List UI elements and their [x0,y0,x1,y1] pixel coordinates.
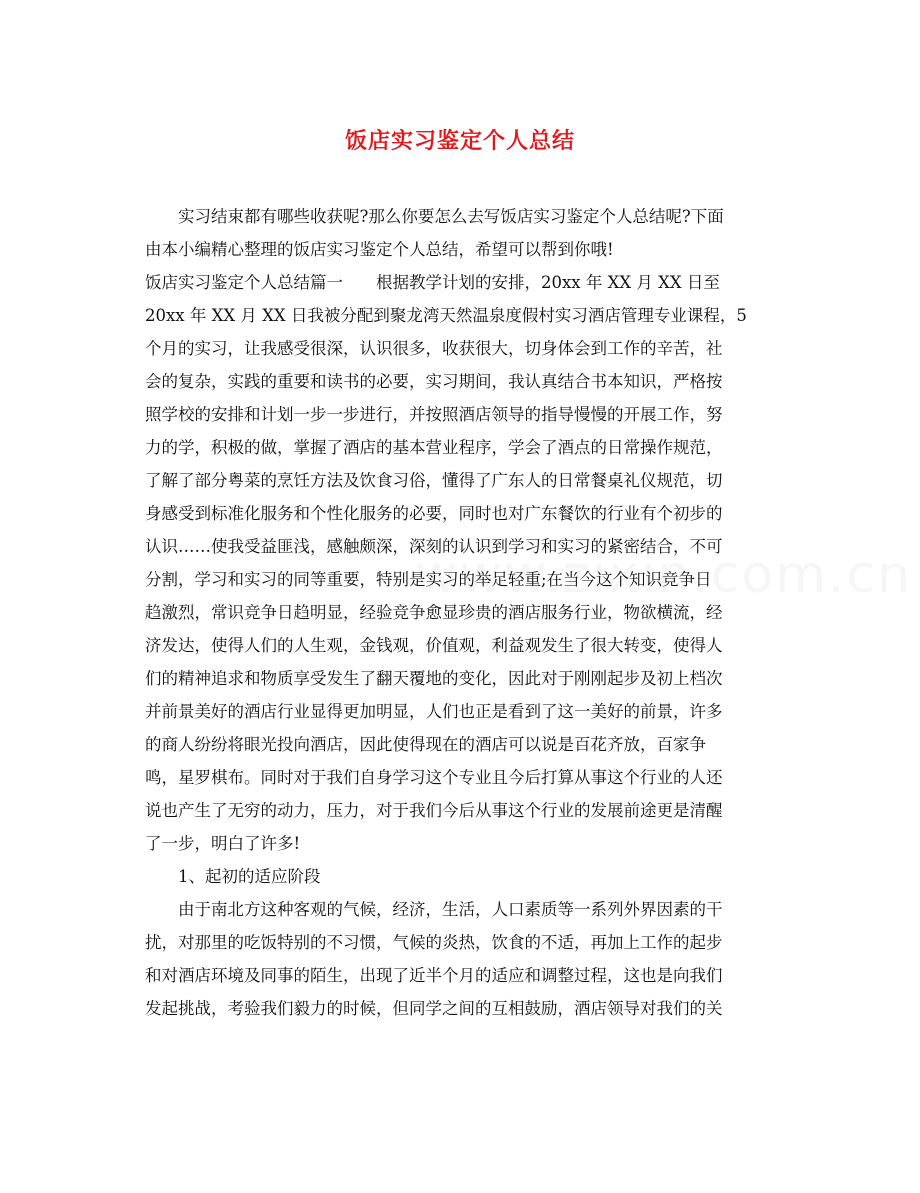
document-body [145,200,785,1025]
text-line: 并前景美好的酒店行业显得更加明显，人们也正是看到了这一美好的前景，许多 [145,702,723,721]
text-line: 实习结束都有哪些收获呢?那么你要怎么去写饭店实习鉴定个人总结呢?下面 [178,207,724,226]
text-line: 趋激烈，常识竞争日趋明显，经验竞争愈显珍贵的酒店服务行业，物欲横流，经 [145,603,723,622]
text-line: 由本小编精心整理的饭店实习鉴定个人总结，希望可以帮到你哦! [145,240,614,259]
text-line: 分割，学习和实习的同等重要，特别是实习的举足轻重;在当今这个知识竞争日 [145,570,712,589]
text-line: 认识……使我受益匪浅，感触颇深，深刻的认识到学习和实习的紧密结合，不可 [145,537,723,556]
text-line: 个月的实习，让我感受很深，认识很多，收获很大，切身体会到工作的辛苦，社 [145,339,723,358]
text-line: 了一步，明白了许多! [145,834,301,853]
text-line: 会的复杂，实践的重要和读书的必要，实习期间，我认真结合书本知识，严格按 [145,372,723,391]
text-line: 们的精神追求和物质享受发生了翻天覆地的变化，因此对于刚刚起步及初上档次 [145,669,723,688]
text-line: 的商人纷纷将眼光投向酒店，因此使得现在的酒店可以说是百花齐放，百家争 [145,735,706,754]
text-line: 和对酒店环境及同事的陌生，出现了近半个月的适应和调整过程，这也是向我们 [145,966,723,985]
section-heading: 1、起初的适应阶段 [178,867,321,886]
text-line: 照学校的安排和计划一步一步进行，并按照酒店领导的指导慢慢的开展工作，努 [145,405,723,424]
document-title: 饭店实习鉴定个人总结 [344,128,575,154]
text-line: 鸣，星罗棋布。同时对于我们自身学习这个专业且今后打算从事这个行业的人还 [145,768,723,787]
text-line: 身感受到标准化服务和个性化服务的必要，同时也对广东餐饮的行业有个初步的 [145,504,723,523]
text-line: 了解了部分粤菜的烹饪方法及饮食习俗，懂得了广东人的日常餐桌礼仪规范，切 [145,471,723,490]
text-line: 由于南北方这种客观的气候，经济，生活，人口素质等一系列外界因素的干 [178,900,723,919]
text-line: 说也产生了无穷的动力，压力，对于我们今后从事这个行业的发展前途更是清醒 [145,801,723,820]
text-line: 20xx 年 XX 月 XX 日我被分配到聚龙湾天然温泉度假村实习酒店管理专业课程，5 [145,306,747,325]
text-line: 力的学，积极的做，掌握了酒店的基本营业程序，学会了酒点的日常操作规范， [145,438,723,457]
text-line: 济发达，使得人们的人生观，金钱观，价值观，利益观发生了很大转变，使得人 [145,636,723,655]
text-line: 饭店实习鉴定个人总结篇一 根据教学计划的安排，20xx 年 XX 月 XX 日至 [145,273,720,292]
text-line: 扰，对那里的吃饭特别的不习惯，气候的炎热，饮食的不适，再加上工作的起步 [145,933,723,952]
text-line: 发起挑战，考验我们毅力的时候，但同学之间的互相鼓励，酒店领导对我们的关 [145,999,723,1018]
